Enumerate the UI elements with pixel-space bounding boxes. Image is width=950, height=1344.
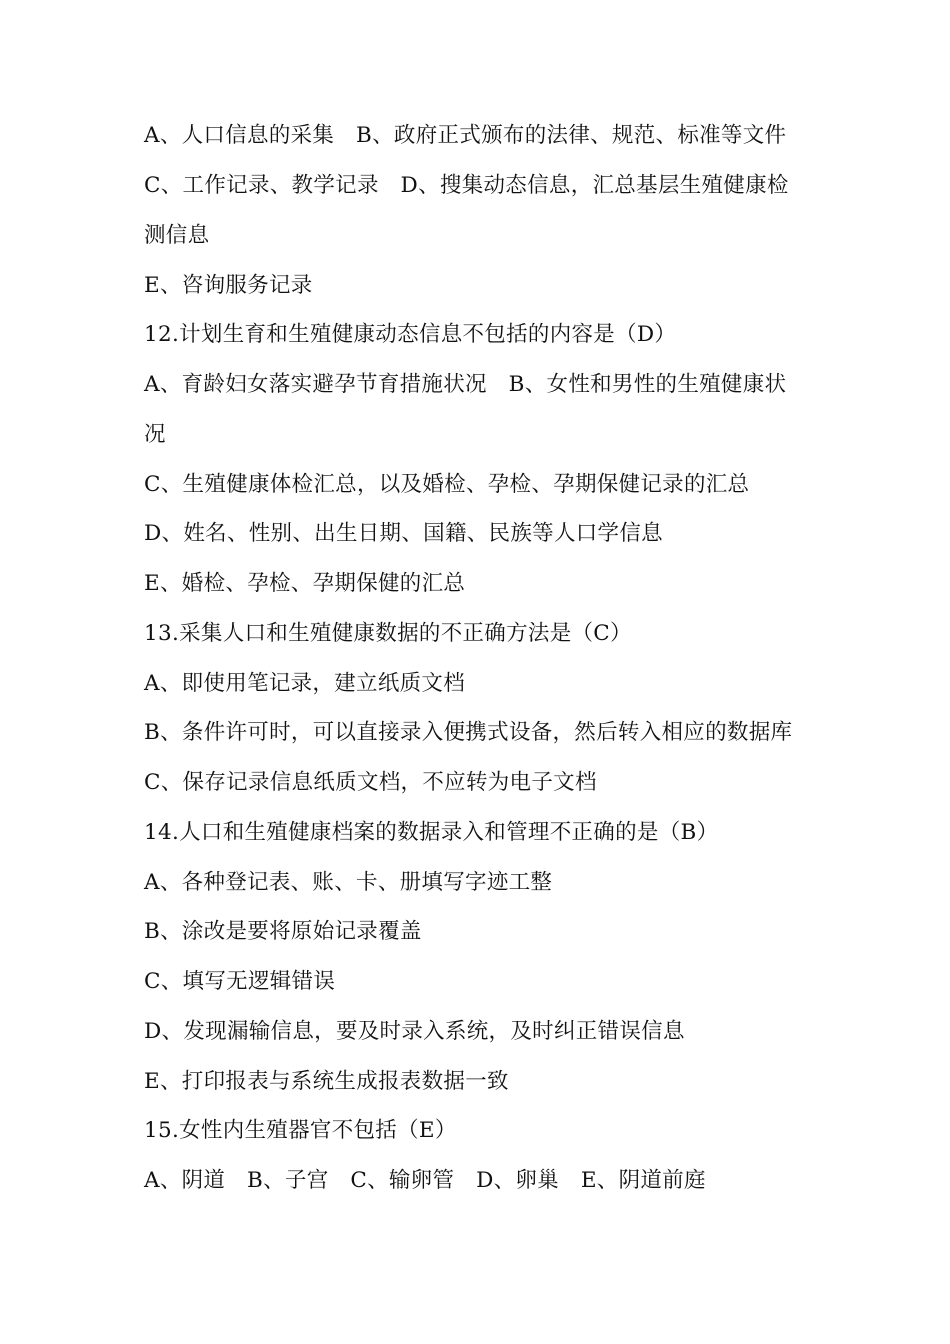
option-line: A、即使用笔记录，建立纸质文档 bbox=[144, 671, 466, 696]
option-line: D、发现漏输信息，要及时录入系统，及时纠正错误信息 bbox=[144, 1019, 685, 1044]
option-line: D、姓名、性别、出生日期、国籍、民族等人口学信息 bbox=[144, 521, 663, 546]
question-15: 15.女性内生殖器官不包括（E） bbox=[144, 1118, 457, 1143]
option-line: E、婚检、孕检、孕期保健的汇总 bbox=[144, 571, 466, 596]
option-line: B、涂改是要将原始记录覆盖 bbox=[144, 919, 422, 944]
question-13: 13.采集人口和生殖健康数据的不正确方法是（C） bbox=[144, 621, 632, 646]
option-line-continuation: 测信息 bbox=[144, 223, 210, 248]
option-line: E、打印报表与系统生成报表数据一致 bbox=[144, 1069, 509, 1094]
option-line: A、阴道 B、子宫 C、输卵管 D、卵巢 E、阴道前庭 bbox=[144, 1168, 706, 1193]
option-line: A、育龄妇女落实避孕节育措施状况 B、女性和男性的生殖健康状 bbox=[144, 372, 787, 397]
option-line: C、保存记录信息纸质文档，不应转为电子文档 bbox=[144, 770, 597, 795]
option-line: C、生殖健康体检汇总，以及婚检、孕检、孕期保健记录的汇总 bbox=[144, 472, 750, 497]
option-line: B、条件许可时，可以直接录入便携式设备，然后转入相应的数据库 bbox=[144, 720, 793, 745]
option-line: A、各种登记表、账、卡、册填写字迹工整 bbox=[144, 870, 553, 895]
question-14: 14.人口和生殖健康档案的数据录入和管理不正确的是（B） bbox=[144, 820, 719, 845]
question-12: 12.计划生育和生殖健康动态信息不包括的内容是（D） bbox=[144, 322, 677, 347]
option-line-continuation: 况 bbox=[144, 422, 166, 447]
option-line: A、人口信息的采集 B、政府正式颁布的法律、规范、标准等文件 bbox=[144, 123, 787, 148]
option-line: C、工作记录、教学记录 D、搜集动态信息，汇总基层生殖健康检 bbox=[144, 173, 789, 198]
option-line: E、咨询服务记录 bbox=[144, 273, 313, 298]
option-line: C、填写无逻辑错误 bbox=[144, 969, 336, 994]
